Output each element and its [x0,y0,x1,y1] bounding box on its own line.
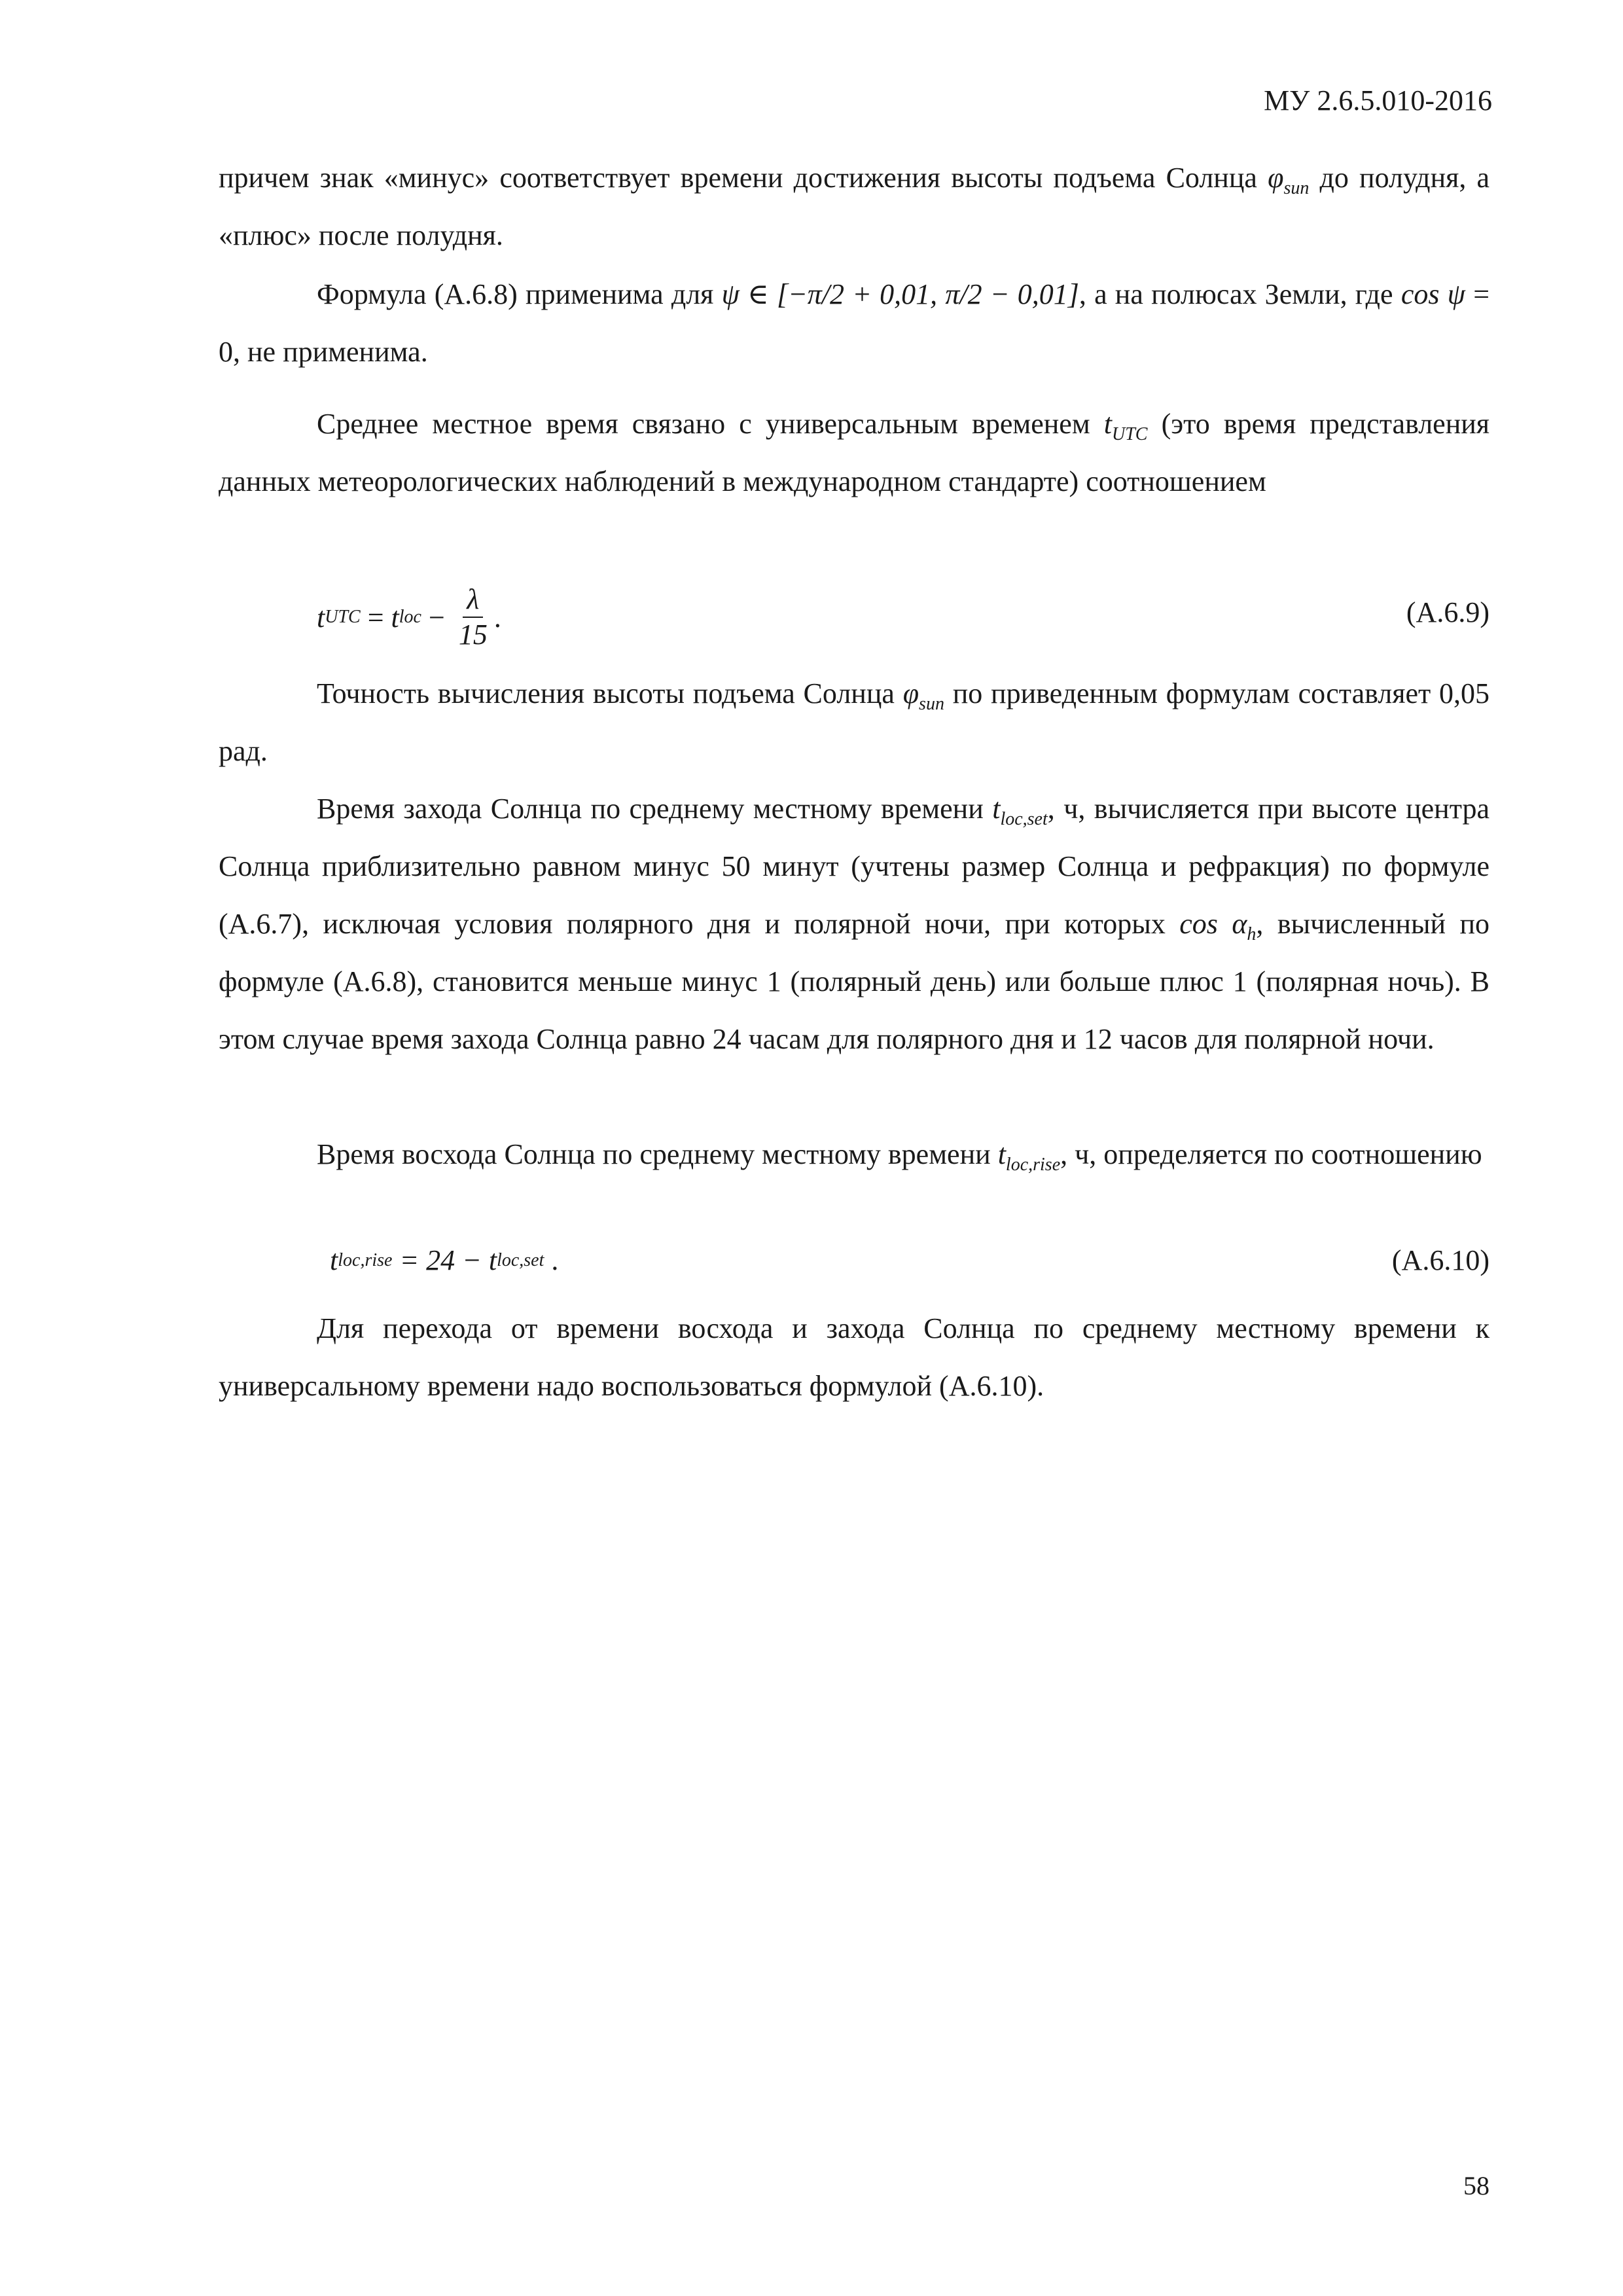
math-subscript: loc,rise [1005,1155,1061,1175]
paragraph-7 [219,1300,1489,1415]
math-symbol: φ [902,677,919,709]
paragraph-5 [219,780,1489,1068]
formula-fraction [459,583,488,652]
page-number: 58 [1463,2171,1489,2200]
paragraph-text: , ч, вычисляется при высоте центра Солнца приблизительно равном минус 50 минут (учтены размер Солнца и рефракция) по формуле (А.6.7), исключая условия полярного дня и полярной ночи, при которых [219,793,1489,940]
formula-expression: t UTC = t loc − $\frac{\lambda}{15}$ . [317,583,501,651]
formula-lhs: t [330,1244,338,1276]
formula-expression: t loc,rise = 24 − t loc,set . [330,1244,559,1276]
paragraph-text: = 0, не применима. [219,278,1490,368]
math-cos: cos α [1179,908,1247,940]
formula-term: t [488,1244,497,1276]
math-subscript: UTC [1112,424,1148,444]
paragraph-text: по приведенным формулам составляет 0,05 рад. [219,677,1490,767]
formula-rhs: = 24 − [392,1244,489,1276]
paragraph-text: Время восхода Солнца по среднему местному времени [317,1138,991,1170]
math-subscript: sun [919,694,944,714]
paragraph-3 [219,395,1489,511]
paragraph-4 [219,665,1489,780]
fraction-denominator: 15 [458,619,488,651]
paragraph-6 [219,1126,1489,1183]
formula-lhs: t [317,601,325,634]
paragraph-2 [219,266,1489,381]
fraction-numerator: λ [463,583,483,618]
document-code: МУ 2.6.5.010-2016 [1264,84,1492,117]
paragraph-text: причем знак «минус» соответствует времени достижения высоты подъема Солнца [219,162,1257,194]
formula-term: t [391,601,399,634]
paragraph-text: Среднее местное время связано с универсальным временем [317,408,1090,440]
math-subscript: sun [1283,178,1310,198]
paragraph-text: , вычисленный по формуле (А.6.8), становится меньше минус 1 (полярный день) или больше плюс 1 (полярная ночь). В этом случае время захода Солнца равно 24 часам для полярного дня и 12 часов для полярной ночи. [219,908,1490,1055]
paragraph-text: , а на полюсах Земли, где [1079,278,1393,310]
paragraph-text: Точность вычисления высоты подъема Солнца [317,677,895,709]
math-symbol: t [992,793,1001,825]
formula-end: . [493,601,501,634]
formula-a-6-10 [219,1230,1489,1309]
paragraph-text: (это время представления данных метеорологических наблюдений в международном стандарте) соотношением [219,408,1490,497]
paragraph-text: Время захода Солнца по среднему местному времени [317,793,984,825]
formula-a-6-9 [219,569,1489,651]
paragraph-text: , ч, определяется по соотношению [1060,1138,1482,1170]
formula-end: . [544,1244,559,1276]
paragraph-text: до полудня, а «плюс» после полудня. [219,162,1490,251]
math-subscript: loc,set [1000,809,1048,829]
formula-number: (А.6.10) [1391,1244,1489,1276]
paragraph-text: Формула (А.6.8) применима для [317,278,714,310]
formula-equals: = [360,601,391,634]
math-interval: ψ ∈ [−π/2 + 0,01, π/2 − 0,01] [721,278,1079,310]
math-subscript: h [1247,924,1257,944]
paragraph-1 [219,149,1489,264]
math-symbol: t [1103,408,1112,440]
formula-minus: − [421,601,452,634]
math-symbol: φ [1268,162,1284,194]
paragraph-text: Для перехода от времени восхода и захода Солнца по среднему местному времени к универсальному времени надо воспользоваться формулой (А.6.10). [219,1312,1489,1402]
math-symbol: t [997,1138,1006,1170]
math-cos: cos ψ [1400,278,1466,310]
formula-number: (А.6.9) [1406,596,1489,628]
